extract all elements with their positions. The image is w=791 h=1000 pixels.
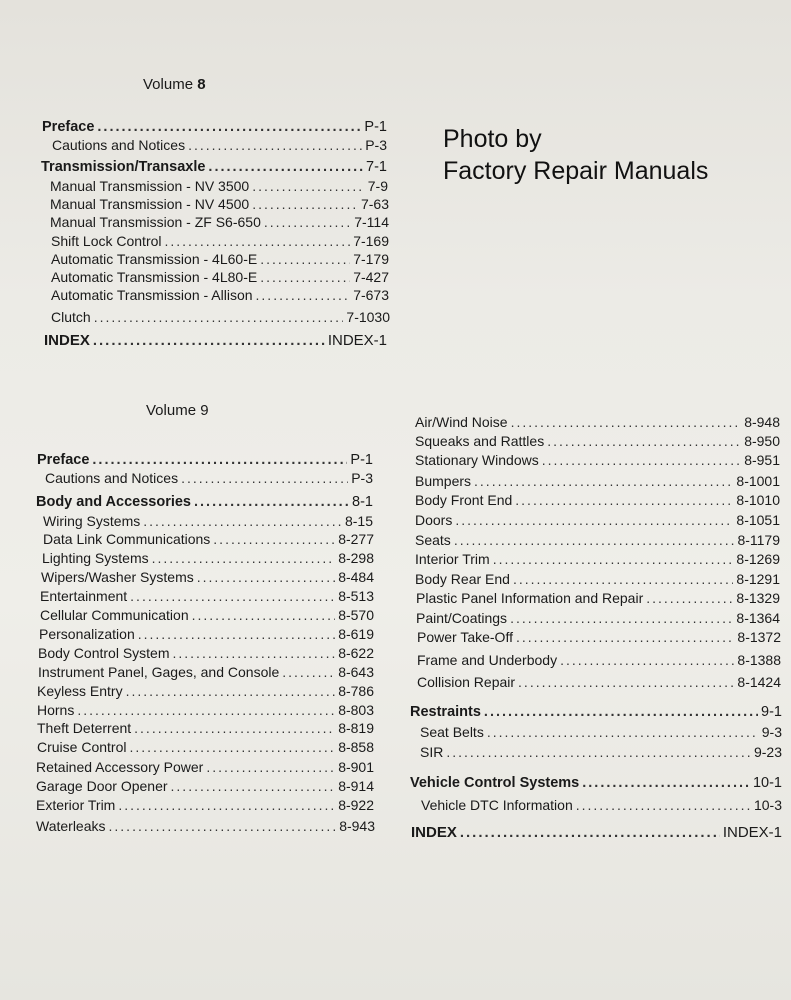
- toc-entry: [416, 590, 780, 606]
- toc-entry: [38, 664, 374, 680]
- toc-page: 8-298: [338, 550, 374, 566]
- toc-label: Exterior Trim: [36, 797, 116, 813]
- toc-page: 7-427: [353, 269, 389, 285]
- toc-entry: [41, 569, 374, 585]
- toc-label: Automatic Transmission - Allison: [51, 287, 253, 303]
- toc-label: Waterleaks: [36, 818, 106, 834]
- toc-entry: [416, 610, 780, 626]
- toc-page: 7-63: [360, 196, 389, 212]
- toc-entry: [39, 626, 374, 642]
- toc-entry: [51, 287, 389, 303]
- toc-entry: [415, 551, 780, 567]
- toc-page: 8-858: [338, 739, 374, 755]
- toc-label: Cautions and Notices: [45, 470, 179, 486]
- toc-label: Garage Door Opener: [36, 778, 168, 794]
- toc-label: Doors: [415, 512, 453, 528]
- toc-label: Body Front End: [415, 492, 513, 508]
- toc-entry: [37, 739, 374, 755]
- volume-8-title-number: 8: [197, 76, 206, 93]
- toc-entry: [410, 775, 782, 791]
- toc-label: Paint/Coatings: [416, 610, 508, 626]
- toc-label: Automatic Transmission - 4L60-E: [51, 251, 258, 267]
- toc-page: 8-1372: [737, 629, 781, 645]
- toc-entry: [42, 119, 387, 135]
- toc-entry: [51, 251, 389, 267]
- toc-page: 8-922: [338, 797, 374, 813]
- toc-entry: [411, 825, 782, 841]
- toc-entry: [421, 797, 782, 813]
- toc-page: 7-169: [353, 233, 389, 249]
- toc-entry: [36, 494, 373, 510]
- toc-page: 8-1: [352, 494, 373, 510]
- toc-label: Transmission/Transaxle: [41, 159, 206, 175]
- toc-label: Frame and Underbody: [417, 652, 558, 668]
- toc-label: Vehicle Control Systems: [410, 775, 580, 791]
- toc-page: 8-1424: [737, 674, 781, 690]
- toc-page: 8-943: [339, 818, 375, 834]
- toc-label: Manual Transmission - NV 3500: [50, 178, 250, 194]
- toc-label: Wiring Systems: [43, 513, 141, 529]
- toc-page: 8-1364: [736, 610, 780, 626]
- toc-page: P-1: [364, 119, 387, 135]
- toc-page: 8-513: [338, 588, 374, 604]
- toc-entry: [52, 137, 387, 153]
- toc-entry: [36, 759, 374, 775]
- toc-entry: [36, 818, 375, 834]
- toc-label: Instrument Panel, Gages, and Console: [38, 664, 280, 680]
- toc-label: Automatic Transmission - 4L80-E: [51, 269, 258, 285]
- toc-page: 7-114: [354, 214, 389, 230]
- toc-entry: [50, 196, 389, 212]
- volume-8-title: [143, 76, 206, 93]
- toc-page: 8-948: [744, 414, 780, 430]
- toc-page: 7-179: [353, 251, 389, 267]
- toc-label: Stationary Windows: [415, 452, 539, 468]
- toc-entry: [417, 629, 781, 645]
- watermark-line1: Photo by: [443, 125, 542, 153]
- toc-entry: [40, 607, 374, 623]
- toc-label: Shift Lock Control: [51, 233, 162, 249]
- toc-page: 8-914: [338, 778, 374, 794]
- toc-entry: [417, 674, 781, 690]
- toc-page: 9-1: [761, 704, 782, 720]
- toc-label: Clutch: [51, 309, 91, 325]
- toc-entry: [417, 652, 781, 668]
- toc-page: 9-23: [753, 744, 782, 760]
- toc-entry: [410, 704, 782, 720]
- toc-label: Data Link Communications: [43, 531, 211, 547]
- toc-entry: [38, 645, 374, 661]
- toc-page: 8-786: [338, 683, 374, 699]
- toc-entry: [36, 778, 374, 794]
- toc-label: Body and Accessories: [36, 494, 191, 510]
- toc-page: 8-15: [344, 513, 373, 529]
- toc-page: P-3: [365, 137, 387, 153]
- toc-label: Horns: [37, 702, 75, 718]
- toc-label: Cruise Control: [37, 739, 127, 755]
- toc-page: 8-1001: [736, 473, 780, 489]
- toc-page: 10-1: [752, 775, 782, 791]
- toc-label: Theft Deterrent: [37, 720, 132, 736]
- toc-entry: [415, 571, 780, 587]
- toc-page: 8-622: [338, 645, 374, 661]
- toc-label: Lighting Systems: [42, 550, 149, 566]
- toc-page: 7-1030: [346, 309, 390, 325]
- toc-page: 8-277: [338, 531, 374, 547]
- toc-label: Retained Accessory Power: [36, 759, 204, 775]
- toc-page: 8-1291: [736, 571, 780, 587]
- toc-entry: [420, 744, 782, 760]
- toc-page: 10-3: [753, 797, 782, 813]
- toc-label: Interior Trim: [415, 551, 490, 567]
- toc-page: P-1: [350, 452, 373, 468]
- toc-label: SIR: [420, 744, 444, 760]
- toc-entry: [415, 492, 780, 508]
- toc-label: Body Control System: [38, 645, 170, 661]
- toc-entry: [415, 414, 780, 430]
- toc-page: INDEX-1: [722, 824, 782, 841]
- toc-label: Plastic Panel Information and Repair: [416, 590, 644, 606]
- toc-page: 8-643: [338, 664, 374, 680]
- toc-entry: [40, 588, 374, 604]
- toc-label: Keyless Entry: [37, 683, 123, 699]
- toc-page: 8-1010: [736, 492, 780, 508]
- toc-page: INDEX-1: [327, 332, 387, 349]
- toc-entry: [51, 269, 389, 285]
- toc-label: Preface: [42, 119, 95, 135]
- watermark-line2: Factory Repair Manuals: [443, 157, 709, 185]
- toc-entry: [44, 333, 387, 349]
- toc-entry: [43, 531, 374, 547]
- toc-label: Cautions and Notices: [52, 137, 186, 153]
- toc-label: Personalization: [39, 626, 135, 642]
- toc-label: Cellular Communication: [40, 607, 189, 623]
- toc-label: Entertainment: [40, 588, 128, 604]
- toc-page: 7-673: [353, 287, 389, 303]
- toc-label: Preface: [37, 452, 90, 468]
- toc-entry: [42, 550, 374, 566]
- toc-label: Bumpers: [415, 473, 472, 489]
- toc-page: 8-950: [744, 433, 780, 449]
- toc-entry: [37, 452, 373, 468]
- toc-page: 8-1329: [736, 590, 780, 606]
- toc-entry: [51, 309, 390, 325]
- toc-label: Vehicle DTC Information: [421, 797, 573, 813]
- toc-page: 8-484: [338, 569, 374, 585]
- toc-label: Power Take-Off: [417, 629, 513, 645]
- toc-entry: [415, 473, 780, 489]
- toc-entry: [415, 532, 780, 548]
- toc-entry: [51, 233, 389, 249]
- toc-page: 7-9: [367, 178, 388, 194]
- toc-page: 8-570: [338, 607, 374, 623]
- toc-page: 8-951: [744, 452, 780, 468]
- toc-label: Seat Belts: [420, 724, 484, 740]
- toc-entry: [41, 159, 387, 175]
- toc-label: Manual Transmission - NV 4500: [50, 196, 250, 212]
- toc-label: Seats: [415, 532, 451, 548]
- toc-entry: [37, 702, 374, 718]
- toc-label: Squeaks and Rattles: [415, 433, 545, 449]
- toc-entry: [415, 452, 780, 468]
- toc-entry: [50, 178, 388, 194]
- toc-label: INDEX: [44, 332, 90, 349]
- toc-label: Manual Transmission - ZF S6-650: [50, 214, 261, 230]
- toc-entry: [420, 724, 782, 740]
- volume-9-title: Volume 9: [146, 402, 209, 419]
- toc-entry: [45, 470, 373, 486]
- volume-8-title-text: Volume: [143, 76, 198, 93]
- toc-page: 9-3: [761, 724, 782, 740]
- toc-label: Wipers/Washer Systems: [41, 569, 194, 585]
- toc-label: Air/Wind Noise: [415, 414, 508, 430]
- toc-entry: [36, 797, 374, 813]
- toc-page: 8-1051: [736, 512, 780, 528]
- photo-watermark: [443, 123, 708, 187]
- toc-label: Restraints: [410, 704, 481, 720]
- toc-entry: [415, 433, 780, 449]
- toc-page: 8-803: [338, 702, 374, 718]
- toc-entry: [37, 683, 374, 699]
- toc-entry: [43, 513, 373, 529]
- toc-entry: [50, 214, 389, 230]
- toc-page: 8-1269: [736, 551, 780, 567]
- toc-page: 7-1: [366, 159, 387, 175]
- toc-label: INDEX: [411, 824, 457, 841]
- toc-entry: [415, 512, 780, 528]
- toc-label: Collision Repair: [417, 674, 516, 690]
- toc-page: 8-619: [338, 626, 374, 642]
- toc-page: P-3: [351, 470, 373, 486]
- toc-page: 8-1179: [737, 532, 780, 548]
- toc-page: 8-819: [338, 720, 374, 736]
- toc-label: Body Rear End: [415, 571, 510, 587]
- toc-page: 8-901: [338, 759, 374, 775]
- toc-entry: [37, 720, 374, 736]
- toc-page: 8-1388: [737, 652, 781, 668]
